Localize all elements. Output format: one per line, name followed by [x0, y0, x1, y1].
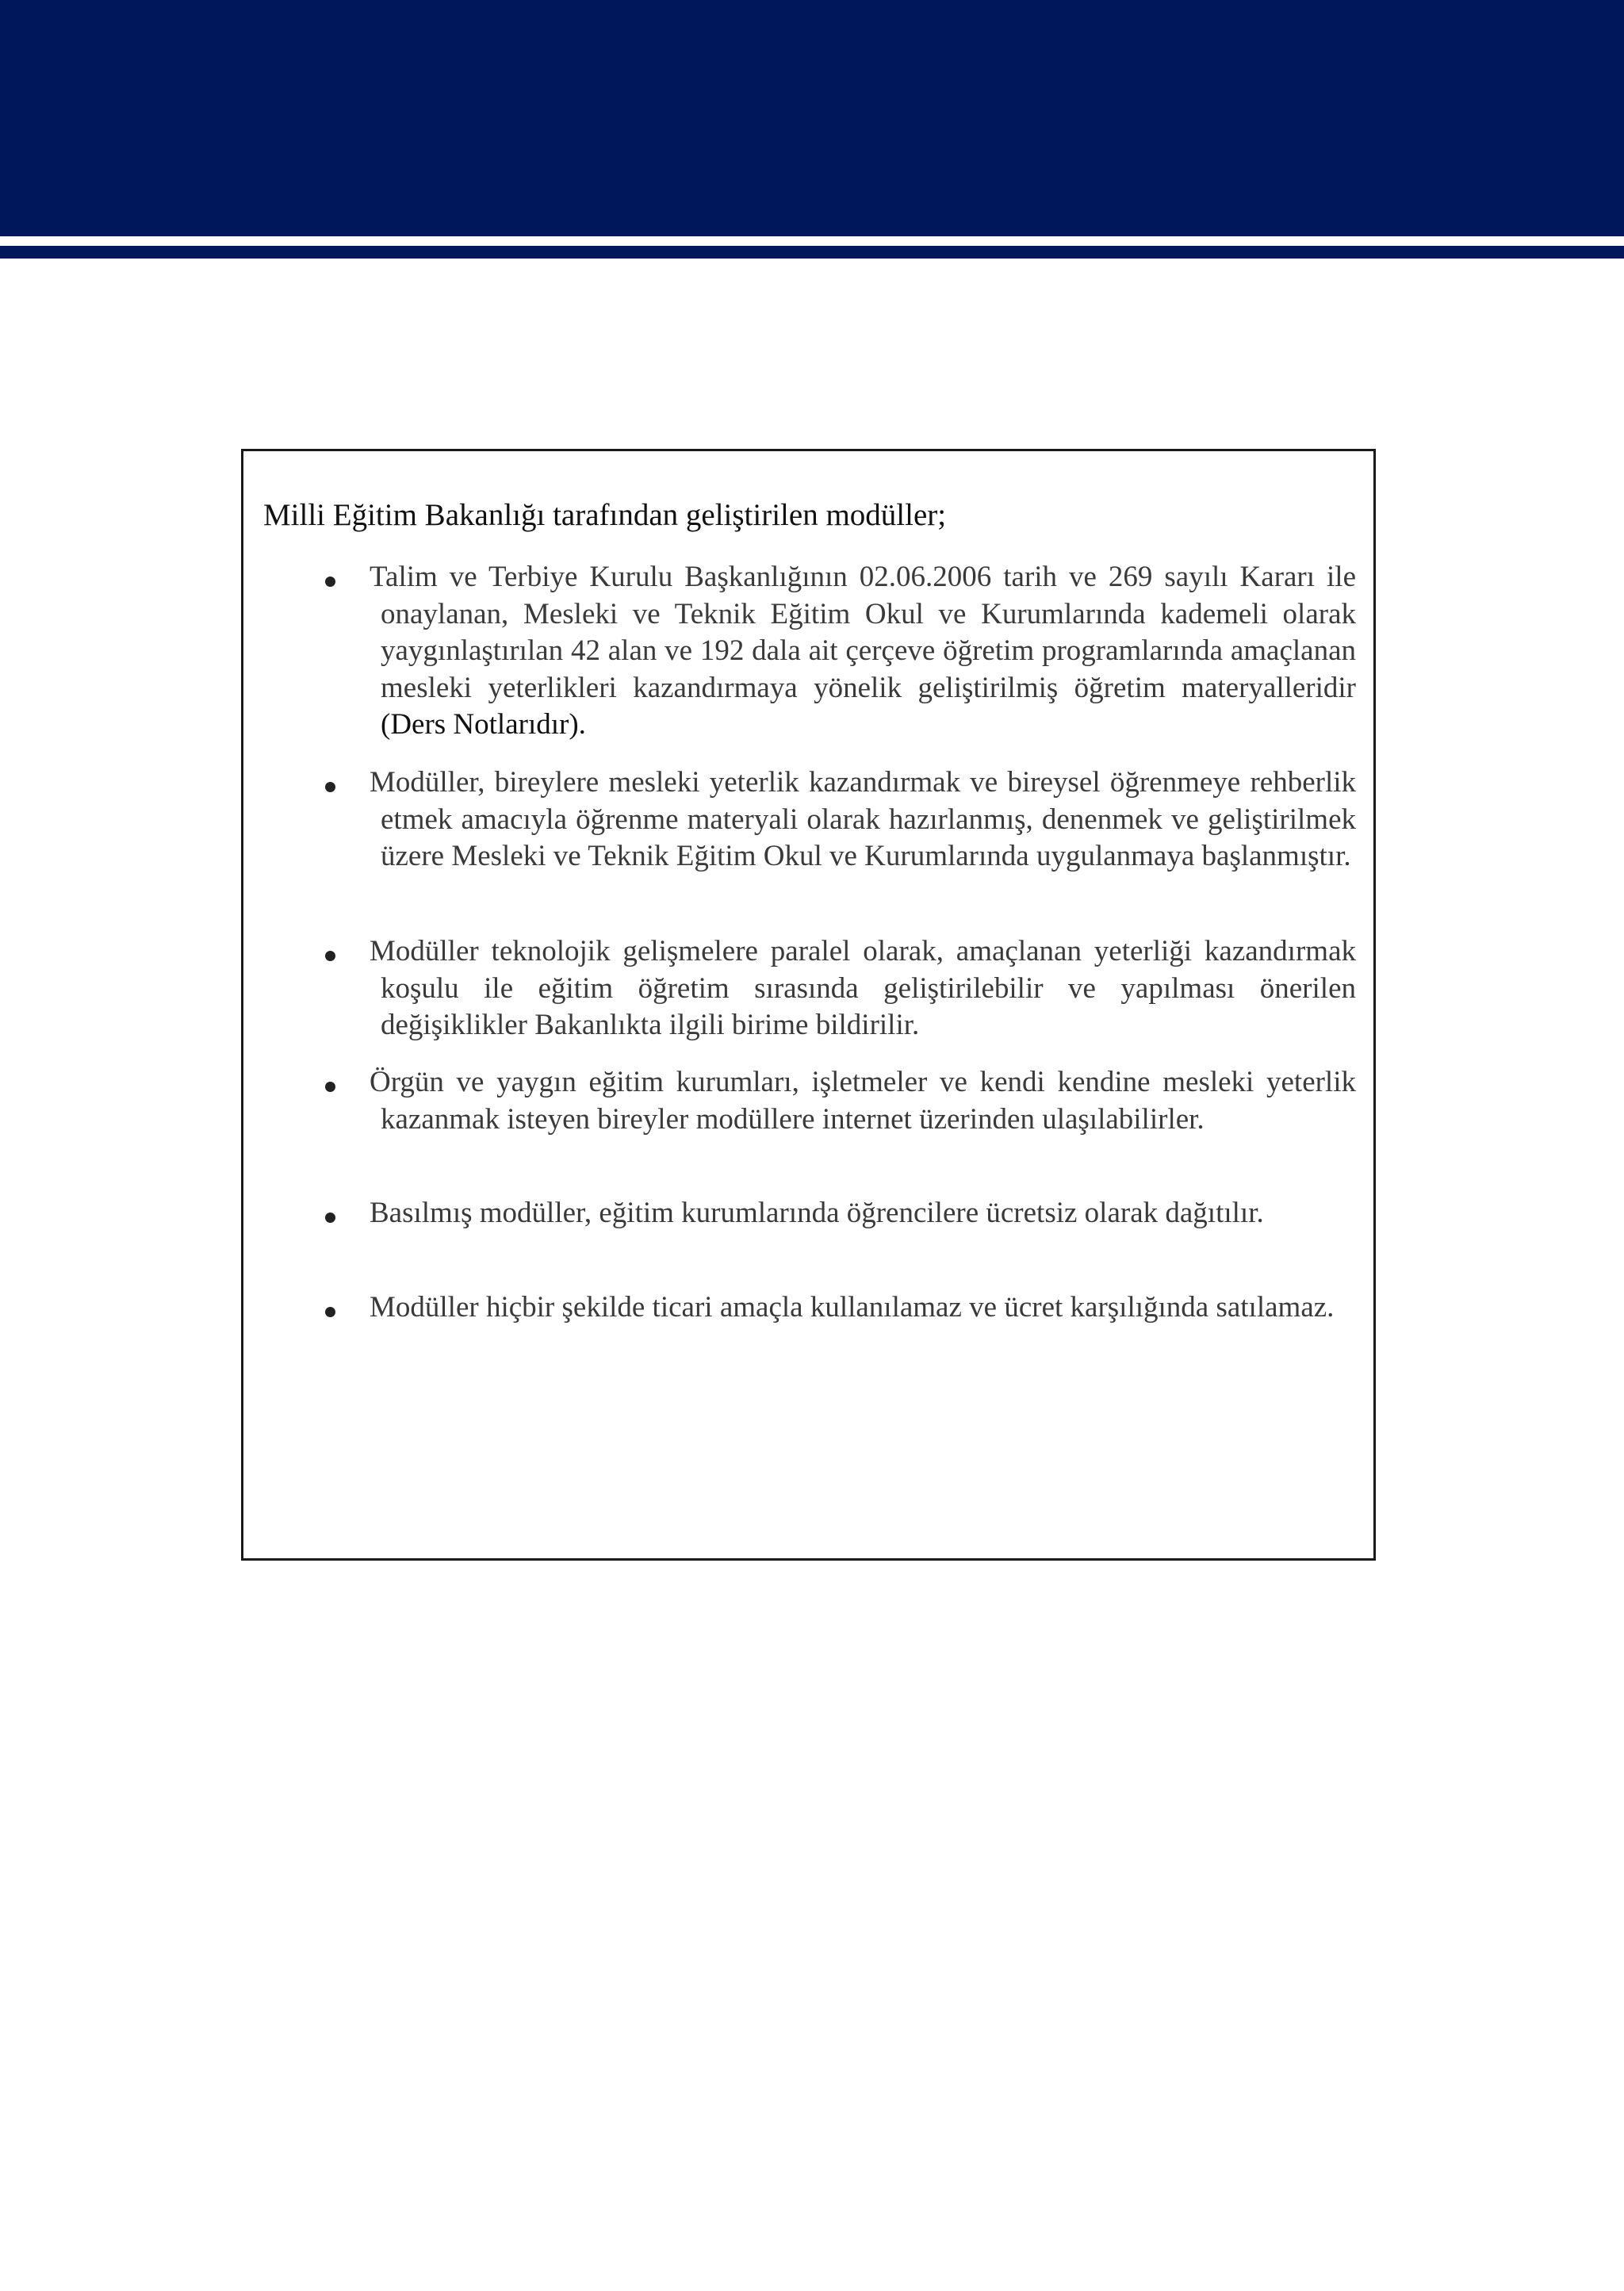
list-item-text: [370, 559, 1356, 744]
bullet-icon: [325, 1307, 341, 1318]
header-stripe: [0, 246, 1624, 259]
list-item-note: (Ders Notlarıdır).: [381, 708, 586, 741]
bullet-icon: [325, 951, 341, 962]
bullet-icon: [325, 1082, 341, 1093]
header-band: [0, 0, 1624, 236]
list-item-text: Basılmış modüller, eğitim kurumlarında öğrencilere ücretsiz olarak dağıtılır.: [370, 1197, 1264, 1229]
list-item-body: Talim ve Terbiye Kurulu Başkanlığının 02.06.2006 tarih ve 269 sayılı Kararı ile onaylanan, Mesleki ve Teknik Eğitim Okul ve Kurumlarında kademeli olarak yaygınlaştırılan 42 alan ve 192 dala ait çerçeve öğretim programlarında amaçlanan mesleki yeterlikleri kazandırmaya yönelik geliştirilmiş öğretim materyalleridir: [370, 561, 1356, 704]
list-item-text: Modüller, bireylere mesleki yeterlik kazandırmak ve bireysel öğrenmeye rehberlik etmek amacıyla öğrenme materyali olarak hazırlanmış, denenmek ve geliştirilmek üzere Mesleki ve Teknik Eğitim Okul ve Kurumlarında uygulanmaya başlanmıştır.: [370, 766, 1356, 872]
list-item-text: Örgün ve yaygın eğitim kurumları, işletmeler ve kendi kendine mesleki yeterlik kazanmak isteyen bireyler modüllere internet üzerinden ulaşılabilirler.: [370, 1066, 1356, 1136]
list-item-text: Modüller hiçbir şekilde ticari amaçla kullanılamaz ve ücret karşılığında satılamaz.: [370, 1291, 1335, 1324]
notice-title: Milli Eğitim Bakanlığı tarafından geliştirilen modüller;: [263, 498, 947, 532]
bullet-icon: [325, 782, 341, 793]
bullet-icon: [325, 577, 341, 588]
list-item-text: Modüller teknolojik gelişmelere paralel olarak, amaçlanan yeterliği kazandırmak koşulu ile eğitim öğretim sırasında geliştirilebilir ve yapılması önerilen değişiklikler Bakanlıkta ilgili birime bildirilir.: [370, 935, 1356, 1041]
bullet-icon: [325, 1213, 341, 1224]
